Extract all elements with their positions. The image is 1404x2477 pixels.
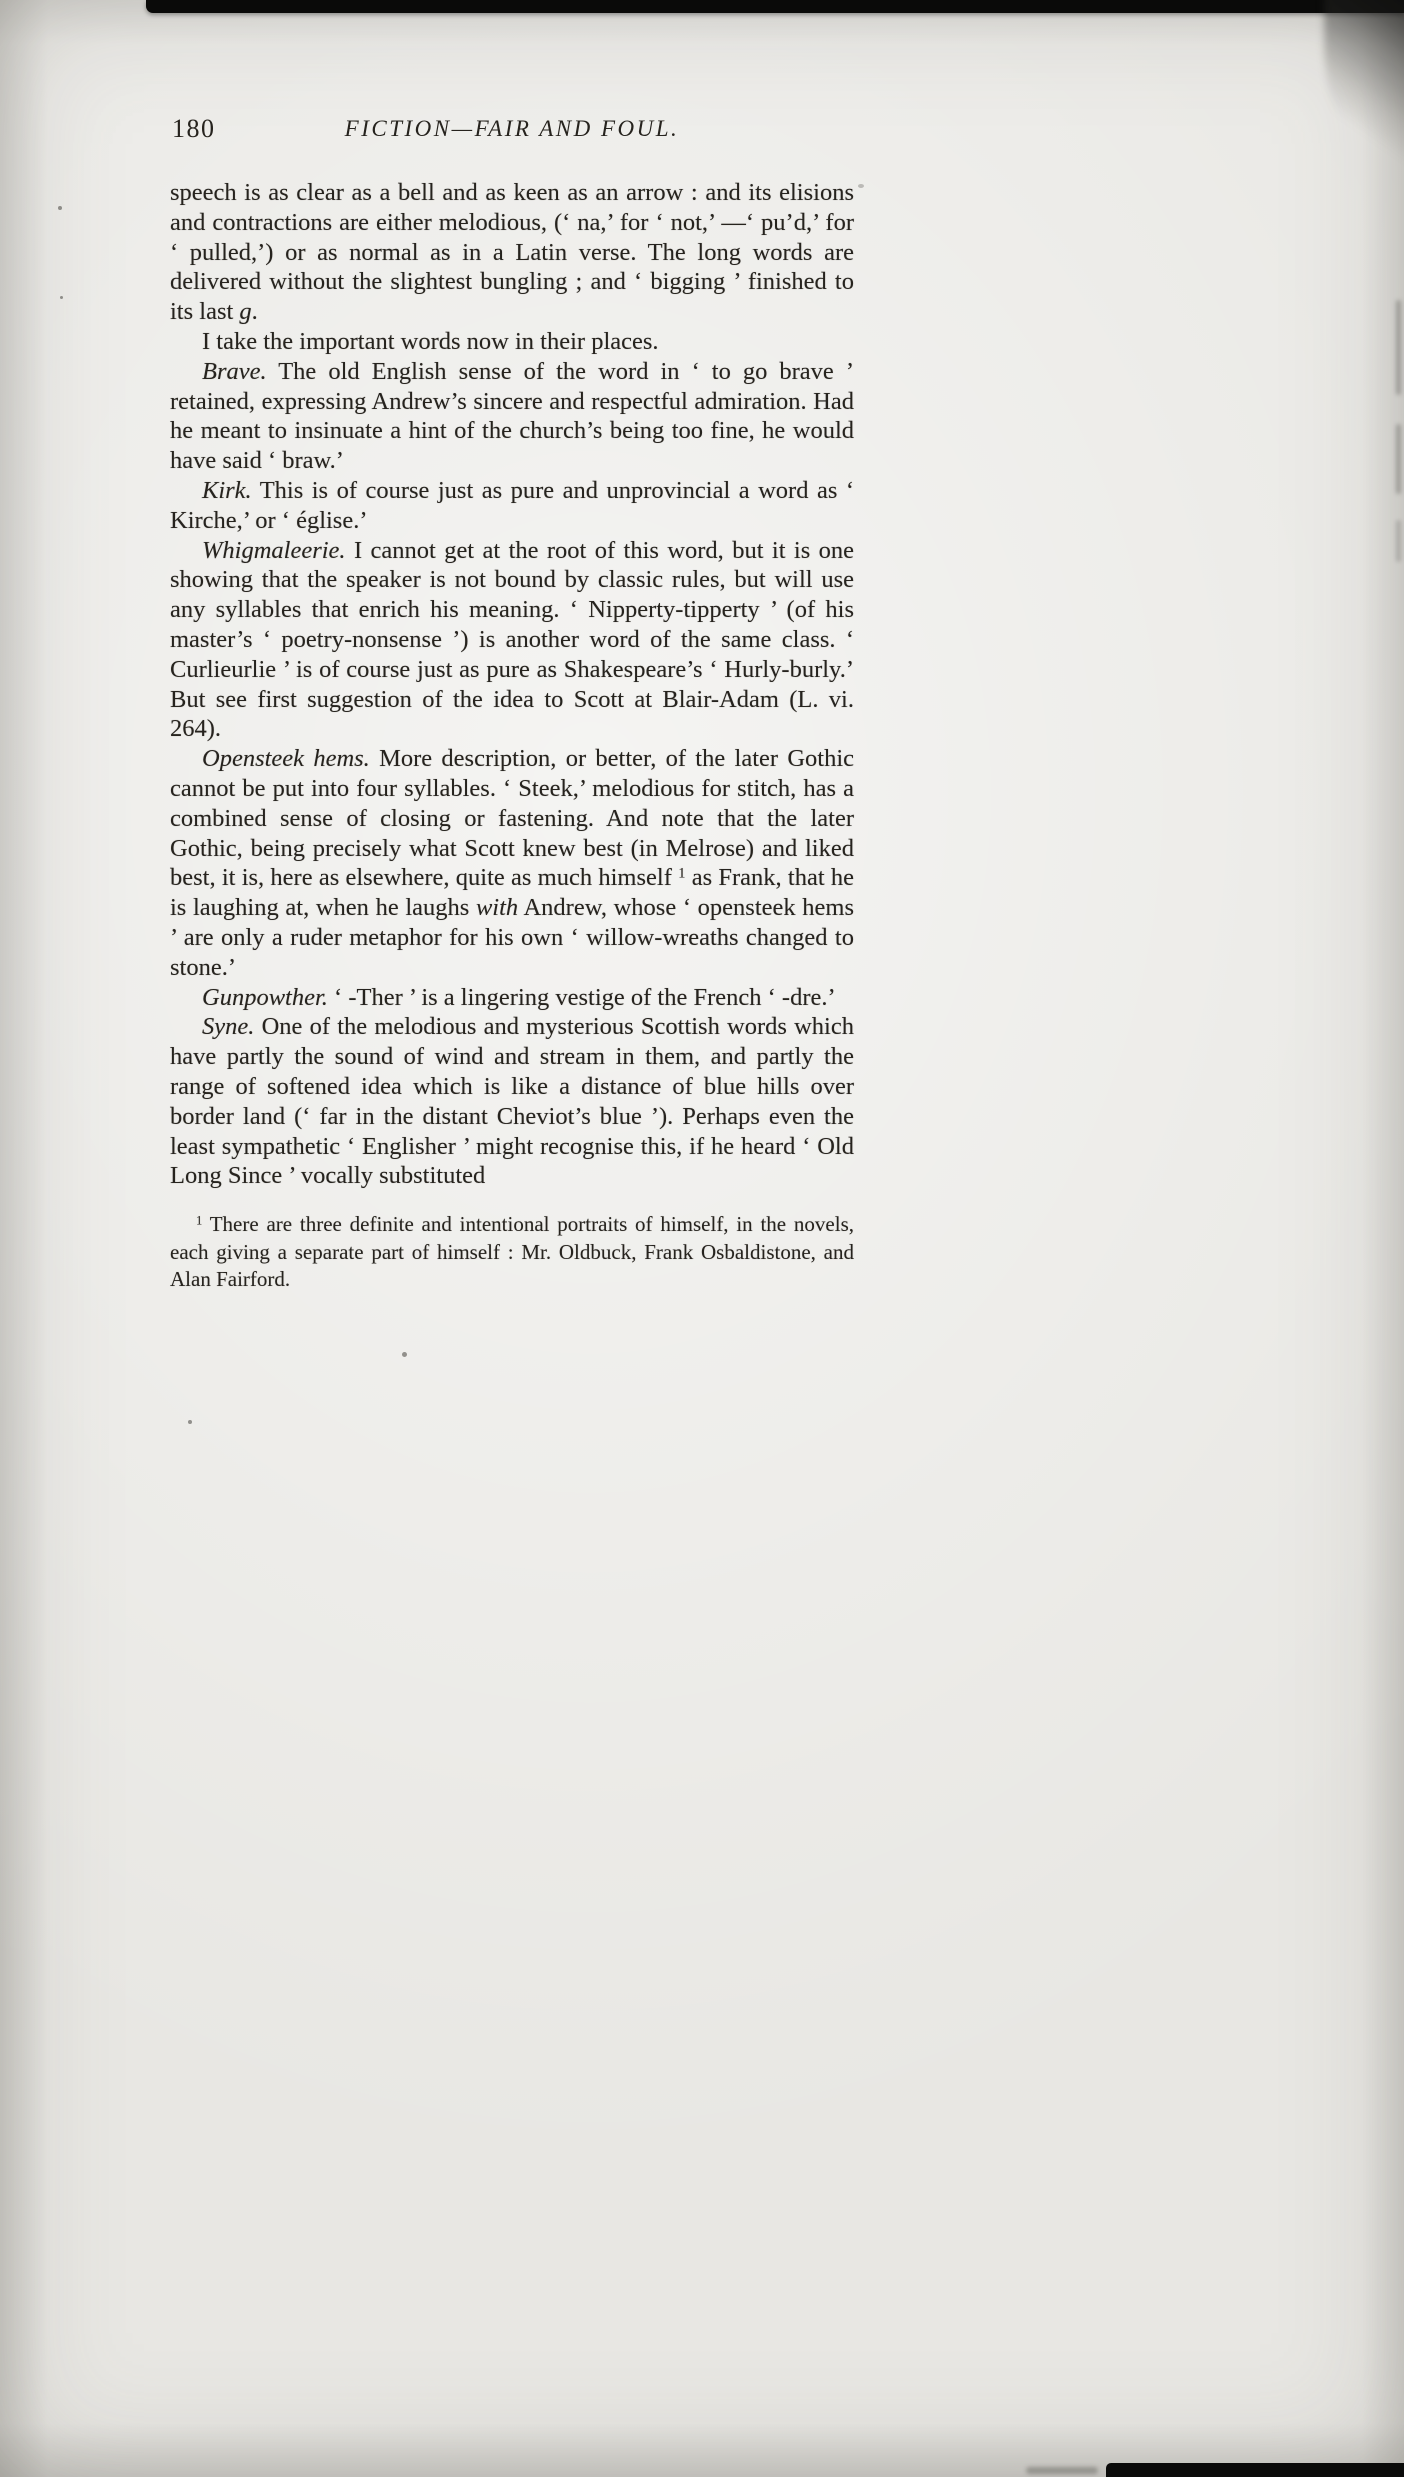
footnote-marker: 1 [678,865,686,882]
text-run: speech is as clear as a bell and as keen as an arrow : and its elisions and contractions are either melodious, (‘ na,’ for ‘ not,’ —‘ pu’d,’ for ‘ pulled,’) or as normal as in a Latin verse. The long words are delivered without the slightest bungling ; and ‘ bigging ’ finished to its last [170,179,854,326]
body-text [170,178,854,1191]
italic-text: with [475,894,519,922]
scan-artifact-top-bar [146,0,1404,13]
scan-artifact-bottom-smudge [1026,2467,1098,2474]
scan-artifact-corner-smudge [1324,0,1404,168]
scan-artifact-edge-streak [1396,424,1401,494]
italic-text: g [239,298,252,326]
text-block [170,112,854,1294]
scan-speck [858,184,864,188]
text-run: Andrew, whose ‘ opensteek hems ’ are only a ruder metaphor for his own ‘ willow-wreaths changed to stone.’ [170,894,854,981]
paragraph [170,476,854,536]
text-run: . [251,298,258,326]
scan-speck [188,1420,192,1424]
text-run: ‘ -Ther ’ is a lingering vestige of the French ‘ -dre.’ [327,983,836,1011]
paragraph [170,983,854,1013]
text-run: The old English sense of the word in ‘ to go brave ’ retained, expressing Andrew’s sincere and respectful admiration. Had he meant to insinuate a hint of the church’s being too fine, he would have said ‘ braw.’ [170,357,854,475]
scan-speck [58,206,62,210]
scan-speck [60,296,63,299]
page-number: 180 [172,114,216,143]
footnote [170,1211,854,1294]
scan-speck [402,1352,407,1357]
page-header [170,112,854,148]
italic-text: Whigmaleerie. [202,536,346,564]
text-run: This is of course just as pure and unprovincial a word as ‘ Kirche,’ or ‘ église.’ [170,476,854,534]
paragraph [170,744,854,982]
italic-text: Gunpowther. [202,983,328,1011]
running-title: FICTION—FAIR AND FOUL. [344,116,680,141]
italic-text: Opensteek hems. [202,745,370,773]
paragraph [170,357,854,476]
text-run: as Frank, that he is laughing at, when he laughs [170,864,854,922]
scan-artifact-edge-streak [1396,300,1401,395]
text-run: There are three definite and intentional portraits of himself, in the novels, each giving a separate part of himself : Mr. Oldbuck, Frank Osbaldistone, and Alan Fairford. [170,1212,854,1292]
italic-text: Brave. [202,357,267,385]
paragraph [170,1012,854,1191]
italic-text: Syne. [202,1013,255,1041]
footnote-marker: 1 [196,1213,203,1228]
paragraph [170,327,854,357]
text-run: I cannot get at the root of this word, but it is one showing that the speaker is not bound by classic rules, but will use any syllables that enrich his meaning. ‘ Nipperty-tipperty ’ (of his master’s ‘ poetry-nonsense ’) is another word of the same class. ‘ Curlieurlie ’ is of course just as pure as Shakespeare’s ‘ Hurly-burly.’ But see first suggestion of the idea to Scott at Blair-Adam (L. vi. 264). [170,536,854,743]
scan-artifact-edge-streak [1396,520,1401,562]
text-run: I take the important words now in their places. [202,327,659,355]
paragraph [170,536,854,745]
paragraph [170,178,854,327]
text-run: One of the melodious and mysterious Scottish words which have partly the sound of wind and stream in them, and partly the range of softened idea which is like a distance of blue hills over border land (‘ far in the distant Cheviot’s blue ’). Perhaps even the least sympathetic ‘ Englisher ’ might recognise this, if he heard ‘ Old Long Since ’ vocally substituted [170,1013,854,1190]
italic-text: Kirk. [202,476,252,504]
scan-artifact-bottom-bar [1106,2463,1404,2477]
text-run: More description, or better, of the later Gothic cannot be put into four syllables. ‘ Steek,’ melodious for stitch, has a combined sense of closing or fastening. And note that the later Gothic, being precisely what Scott knew best (in Melrose) and liked best, it is, here as elsewhere, quite as much himself [170,745,854,892]
